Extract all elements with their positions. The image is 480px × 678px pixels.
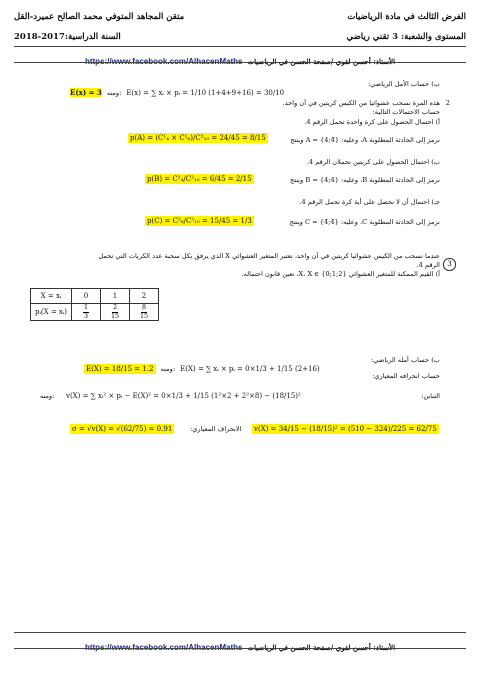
and-word: ومنه: [106, 89, 122, 97]
table-value: 2 [130, 289, 159, 304]
expectation-label: ب) حساب الأمل الرياضي: [367, 80, 440, 88]
table-prob: $\frac{8}{15}$ [130, 304, 159, 321]
facebook-link[interactable]: https://www.facebook.com/AlhacenMaths [84, 57, 243, 66]
q3-line1: عندما نسحب من الكيس عشوائيا كريتين في آن واحد، نعتبر المتغير العشوائي X الذي يرفق بكل سحبة عدد الكريات التي تحمل [98, 252, 440, 260]
footer-facebook-link[interactable]: https://www.facebook.com/AlhacenMaths [84, 643, 243, 652]
header-credit [14, 49, 466, 68]
expectation-result: E(x) = 3 [70, 88, 102, 97]
footer-teacher: الأستاذ: أحسن لقوي /صفحة الحسن في الرياضيات [247, 643, 396, 652]
expectation-formula: E(x) = ∑ xᵢ × pᵢ = 1/10 (1+4+9+16) = 30/10 [126, 89, 285, 97]
probability-table [30, 288, 159, 321]
school-name: متقن المجاهد المتوفي محمد الصالح عميرد-القل [14, 12, 185, 22]
footer-credit [14, 635, 466, 654]
std-result: σ = √v(X) = √(62/75) = 0.91 [72, 425, 173, 433]
table-value: 0 [72, 289, 101, 304]
std-word: الانحراف المعياري: [190, 425, 242, 433]
q2-b-label: ب) احتمال الحصول على كريتين تحملان الرقم 4. [306, 158, 440, 166]
table-header-x: X = xᵢ [31, 289, 72, 304]
q2-b-event: نرمز إلى الحادثة المطلوبة B، وعليه: B = {4;4} وينتج [290, 176, 440, 184]
variance-formula: v(X) = ∑ xᵢ² × pᵢ − E(X)² = 0×1/3 + 1/15 (1²×2 + 2²×8) − (18/15)² [66, 392, 301, 400]
expectation-row [70, 80, 284, 99]
q2-c-label: جـ) احتمال أن لا نحصل على أية كرة تحمل الرقم 4. [299, 198, 440, 206]
and-word-2: ومنه: [40, 392, 55, 400]
q3-b-label: ب) حساب أمله الرياضي: [371, 356, 440, 364]
q3-line2: الرقم 4. [416, 261, 440, 269]
q2-line1: هذه المرة نسحب عشوائيا من الكيس كريتين في آن واحد. [282, 99, 440, 107]
q2-b-result: p(B) = C²₄/C²₁₀ = 6/45 = 2/15 [147, 175, 252, 183]
variance-result: v(X) = 34/15 − (18/15)² = (510 − 324)/225 = 62/75 [254, 425, 437, 433]
q2-c-event: نرمز إلى الحادثة المطلوبة C، وعليه: C = {4̄;4̄} وينتج [289, 218, 440, 226]
q2-c-result: p(C) = C²₆/C²₁₀ = 15/45 = 1/3 [147, 217, 252, 225]
school-year: السنة الدراسية:2017-2018 [14, 32, 121, 42]
q3-badge: 3 [443, 251, 456, 271]
table-prob: $\frac{1}{3}$ [72, 304, 101, 321]
level-label: المستوى والشعبة: 3 تقني رياضي [346, 32, 466, 42]
table-value: 1 [101, 289, 130, 304]
q3-expectation-result: E(X) = 18/15 = 1.2 [86, 365, 154, 373]
q3-expectation-row: E(X) = 18/15 = 1.2 ومنه: E(X) = ∑ xᵢ × pᵢ = 0×1/3 + 1/15 (2+16) [86, 365, 320, 373]
table-header-p: pᵢ(X = xᵢ) [31, 304, 72, 321]
variance-label: التباين: [421, 392, 440, 400]
q2-a-event: نرمز إلى الحادثة المطلوبة A، وعليه: A = {4;4̄} وينتج [290, 136, 440, 144]
q2-a-label: أ) احتمال الحصول على كرة واحدة تحمل الرقم 4. [304, 118, 440, 126]
table-prob: $\frac{2}{15}$ [101, 304, 130, 321]
doc-title: الفرض الثالث في مادة الرياضيات [347, 12, 466, 22]
std-label: حساب انحرافه المعياري: [372, 372, 440, 380]
teacher-credit: الأستاذ: أحسن لقوي /صفحة الحسن في الرياضيات [247, 57, 396, 66]
q2-number: 2 [445, 99, 450, 107]
q2-line2: حساب الاحتمالات التالية: [372, 108, 440, 116]
q3-expectation-formula: E(X) = ∑ xᵢ × pᵢ = 0×1/3 + 1/15 (2+16) [180, 365, 320, 373]
q2-a-result: p(A) = (C¹₄ × C¹₆)/C²₁₀ = 24/45 = 8/15 [130, 134, 266, 142]
q3-line3: أ) القيم الممكنة للمتغير العشوائي X، X ∈ {0;1;2}، تعين قانون احتماله. [241, 270, 440, 278]
